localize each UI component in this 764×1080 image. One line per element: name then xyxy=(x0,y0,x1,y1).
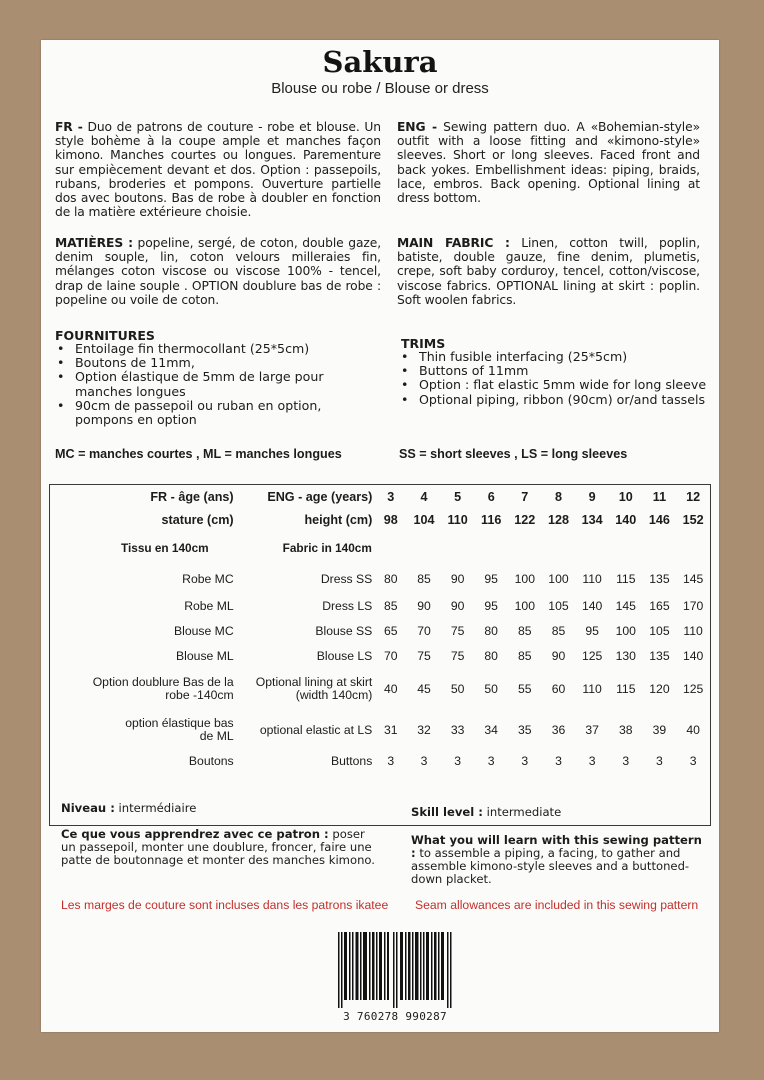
fr-materials-text: popeline, sergé, de coton, double gaze, denim souple, lin, coton velours milleraies fin, mélanges coton viscose ou viscose 100% - tencel, drap de laine souple . OPTION doublure bas de robe : popeline ou voile de coton. xyxy=(55,236,382,307)
row-label-fr xyxy=(50,668,234,710)
age-cell: 6 xyxy=(487,490,495,504)
value-cell: 85 xyxy=(518,623,532,638)
value-cell: 34 xyxy=(484,723,498,737)
fabric-label-fr: Tissu en 140cm xyxy=(120,541,209,555)
height-label-fr: stature (cm) xyxy=(161,513,234,527)
value-cell: 3 xyxy=(454,754,461,768)
table-row xyxy=(50,643,710,668)
age-cell: 10 xyxy=(618,490,633,504)
value-cell: 3 xyxy=(555,754,562,768)
value-cell: 3 xyxy=(656,754,663,768)
age-row xyxy=(50,485,710,509)
value-cell: 90 xyxy=(551,648,566,663)
value-cell: 32 xyxy=(417,723,431,737)
fr-seam-note: Les marges de couture sont incluses dans les patrons ikatee xyxy=(61,898,389,912)
value-cell: 125 xyxy=(682,682,704,696)
fr-learn-label: Ce que vous apprendrez avec ce patron : xyxy=(61,827,329,841)
age-cell: 3 xyxy=(387,490,395,504)
height-label-en: height (cm) xyxy=(304,513,373,527)
list-item: • 90cm de passepoil ou ruban en option, pompons en option xyxy=(75,399,375,427)
value-cell: 95 xyxy=(484,598,498,613)
fr-description xyxy=(55,120,381,219)
height-cell: 116 xyxy=(481,513,502,527)
value-cell: 35 xyxy=(518,723,532,737)
height-cell: 104 xyxy=(413,513,435,527)
value-cell: 90 xyxy=(417,598,431,613)
value-cell: 85 xyxy=(518,648,532,663)
row-label-en xyxy=(234,668,375,710)
size-chart-table xyxy=(50,485,710,772)
value-cell: 85 xyxy=(551,623,566,638)
value-cell: 140 xyxy=(682,648,704,663)
barcode xyxy=(338,932,452,1022)
table-row xyxy=(50,593,710,618)
age-label-fr: FR - âge (ans) xyxy=(150,490,234,504)
value-cell: 3 xyxy=(487,754,495,768)
en-learn-label: What you will learn with this sewing pattern : xyxy=(411,833,702,860)
en-intro-label: ENG - xyxy=(397,120,438,134)
row-label-en: Dress LS xyxy=(322,598,373,613)
pattern-back-cover xyxy=(41,40,719,1032)
barcode-number: 3 760278 990287 xyxy=(343,1010,447,1023)
value-cell: 135 xyxy=(649,572,670,586)
value-cell: 3 xyxy=(521,754,529,768)
row-label-en: Blouse SS xyxy=(315,623,373,638)
fr-level-value: intermédiaire xyxy=(118,801,197,815)
value-cell: 36 xyxy=(551,723,566,737)
value-cell: 140 xyxy=(581,598,603,613)
fabric-header-row xyxy=(50,531,710,565)
fr-intro-label: FR - xyxy=(55,120,83,134)
fr-materials-label: MATIÈRES : xyxy=(55,236,133,250)
row-label-en: Blouse LS xyxy=(316,648,373,663)
value-cell: 3 xyxy=(622,754,630,768)
value-cell: 100 xyxy=(548,572,569,586)
value-cell: 100 xyxy=(514,572,535,586)
age-cell: 7 xyxy=(521,490,529,504)
value-cell: 31 xyxy=(383,723,398,737)
height-cell: 98 xyxy=(383,513,398,527)
row-label-fr: Robe ML xyxy=(184,598,234,613)
value-cell: 38 xyxy=(619,723,633,737)
fr-sleeve-legend: MC = manches courtes , ML = manches longues xyxy=(55,447,342,461)
value-cell: 80 xyxy=(484,623,498,638)
en-trims-title: TRIMS xyxy=(401,336,446,351)
table-row xyxy=(50,710,710,750)
age-cell: 12 xyxy=(686,490,701,504)
age-cell: 4 xyxy=(420,490,428,504)
list-item: • Buttons of 11mm xyxy=(419,364,737,378)
en-trims-list xyxy=(399,350,737,407)
value-cell: 110 xyxy=(582,572,602,586)
value-cell: 100 xyxy=(615,623,636,638)
fr-intro-text: Duo de patrons de couture - robe et blouse. Un style bohème à la coupe ample et manches façon kimono. Manches courtes ou longues. Parementure sur empiècement devant et dos. Option : passepoils, rubans, broderies et pompons. Ouverture partielle dos avec boutons. Bas de robe à doubler en fonction de la matière extérieure choisie. xyxy=(55,120,381,220)
value-cell: 50 xyxy=(450,682,465,696)
value-cell: 135 xyxy=(649,648,670,663)
table-row xyxy=(50,618,710,643)
list-item: • Boutons de 11mm, xyxy=(75,356,375,370)
value-cell: 90 xyxy=(450,598,465,613)
value-cell: 90 xyxy=(450,572,465,586)
height-cell: 152 xyxy=(682,513,704,527)
fabric-label-en: Fabric in 140cm xyxy=(282,541,372,555)
value-cell: 80 xyxy=(484,648,498,663)
height-cell: 110 xyxy=(447,513,468,527)
value-cell: 70 xyxy=(417,623,431,638)
value-cell: 95 xyxy=(585,623,599,638)
en-materials xyxy=(397,236,700,307)
age-label-en: ENG - age (years) xyxy=(267,490,373,504)
en-materials-text: Linen, cotton twill, poplin, batiste, double gauze, fine denim, plumetis, crepe, soft baby corduroy, tencel, cotton/viscose, viscose fabrics. OPTIONAL lining at skirt : poplin. Soft woolen fabrics. xyxy=(397,236,701,307)
value-cell: 3 xyxy=(387,754,395,768)
value-cell: 75 xyxy=(417,648,431,663)
fr-supplies-title: FOURNITURES xyxy=(55,328,155,343)
value-cell: 125 xyxy=(581,648,603,663)
fr-learn-text: poser un passepoil, monter une doublure, froncer, faire une patte de boutonnage et monter des manches kimono. xyxy=(61,827,375,867)
en-level-label: Skill level : xyxy=(411,805,483,819)
value-cell: 120 xyxy=(649,682,670,696)
value-cell: 40 xyxy=(383,682,398,696)
height-cell: 134 xyxy=(581,513,603,527)
value-cell: 105 xyxy=(548,598,569,613)
fr-materials xyxy=(55,236,381,307)
value-cell: 145 xyxy=(615,598,636,613)
list-item: • Entoilage fin thermocollant (25*5cm) xyxy=(75,342,375,356)
value-cell: 110 xyxy=(582,682,602,696)
row-label-en: optional elastic at LS xyxy=(259,723,373,737)
value-cell: 100 xyxy=(514,598,535,613)
en-description xyxy=(397,120,700,205)
height-cell: 128 xyxy=(547,513,569,527)
list-item: • Optional piping, ribbon (90cm) or/and tassels xyxy=(419,393,737,407)
age-cell: 11 xyxy=(652,490,667,504)
row-label-en-text: Optional lining at skirt (width 140cm) xyxy=(255,675,373,702)
height-cell: 146 xyxy=(648,513,670,527)
row-label-en: Dress SS xyxy=(320,572,373,586)
en-materials-label: MAIN FABRIC : xyxy=(397,236,510,250)
en-sleeve-legend: SS = short sleeves , LS = long sleeves xyxy=(399,447,628,461)
row-label-en: Buttons xyxy=(330,754,373,768)
value-cell: 85 xyxy=(383,598,398,613)
value-cell: 105 xyxy=(649,623,670,638)
list-item: • Thin fusible interfacing (25*5cm) xyxy=(419,350,737,364)
value-cell: 3 xyxy=(689,754,697,768)
pattern-subtitle: Blouse ou robe / Blouse or dress xyxy=(271,80,489,97)
value-cell: 55 xyxy=(518,682,532,696)
value-cell: 70 xyxy=(383,648,398,663)
row-label-fr: Boutons xyxy=(188,754,234,768)
value-cell: 115 xyxy=(616,572,636,586)
row-label-fr-text: Option doublure Bas de la robe -140cm xyxy=(92,675,234,702)
value-cell: 80 xyxy=(383,572,398,586)
value-cell: 60 xyxy=(551,682,566,696)
value-cell: 75 xyxy=(450,623,465,638)
height-row xyxy=(50,509,710,531)
value-cell: 3 xyxy=(588,754,596,768)
pattern-title: Sakura xyxy=(322,45,438,79)
value-cell: 45 xyxy=(417,682,431,696)
list-item: • Option élastique de 5mm de large pour manches longues xyxy=(75,370,375,398)
value-cell: 165 xyxy=(649,598,670,613)
list-item: • Option : flat elastic 5mm wide for long sleeve xyxy=(419,378,737,392)
row-label-fr: Blouse MC xyxy=(174,623,234,638)
height-cell: 140 xyxy=(615,513,637,527)
value-cell: 33 xyxy=(450,723,465,737)
age-cell: 9 xyxy=(588,490,596,504)
value-cell: 130 xyxy=(615,648,636,663)
row-label-fr xyxy=(50,710,234,750)
en-level-value: intermediate xyxy=(486,805,562,819)
value-cell: 37 xyxy=(585,723,599,737)
en-intro-text: Sewing pattern duo. A «Bohemian-style» outfit with a loose fitting and «kimono-style» sleeves. Short or long sleeves. Faced front and back yokes. Embellishment ideas: piping, braids, lace, embros. Back opening. Optional lining at dress bottom. xyxy=(397,120,701,206)
table-row xyxy=(50,565,710,593)
value-cell: 40 xyxy=(686,723,700,737)
height-cell: 122 xyxy=(514,513,536,527)
en-seam-note: Seam allowances are included in this sewing pattern xyxy=(415,898,699,912)
value-cell: 115 xyxy=(616,682,636,696)
age-cell: 5 xyxy=(454,490,462,504)
table-row xyxy=(50,668,710,710)
row-label-fr-text: option élastique bas de ML xyxy=(125,716,234,743)
table-row xyxy=(50,750,710,772)
fr-level xyxy=(61,802,196,815)
value-cell: 39 xyxy=(652,723,667,737)
value-cell: 170 xyxy=(682,598,704,613)
barcode-bars xyxy=(338,932,452,1008)
value-cell: 75 xyxy=(450,648,465,663)
row-label-fr: Robe MC xyxy=(182,572,234,586)
age-cell: 8 xyxy=(554,490,562,504)
fr-level-label: Niveau : xyxy=(61,801,115,815)
value-cell: 110 xyxy=(683,623,703,638)
en-level xyxy=(411,806,561,819)
value-cell: 65 xyxy=(383,623,398,638)
fr-learn xyxy=(61,828,379,867)
value-cell: 3 xyxy=(420,754,428,768)
en-learn-text: to assemble a piping, a facing, to gather and assemble kimono-style sleeves and a buttoned-down placket. xyxy=(411,846,690,886)
value-cell: 50 xyxy=(484,682,498,696)
value-cell: 85 xyxy=(417,572,431,586)
value-cell: 145 xyxy=(682,572,704,586)
en-learn xyxy=(411,834,707,886)
size-chart xyxy=(49,484,711,826)
fr-supplies-list xyxy=(55,342,375,427)
row-label-fr: Blouse ML xyxy=(176,648,234,663)
value-cell: 95 xyxy=(484,572,498,586)
